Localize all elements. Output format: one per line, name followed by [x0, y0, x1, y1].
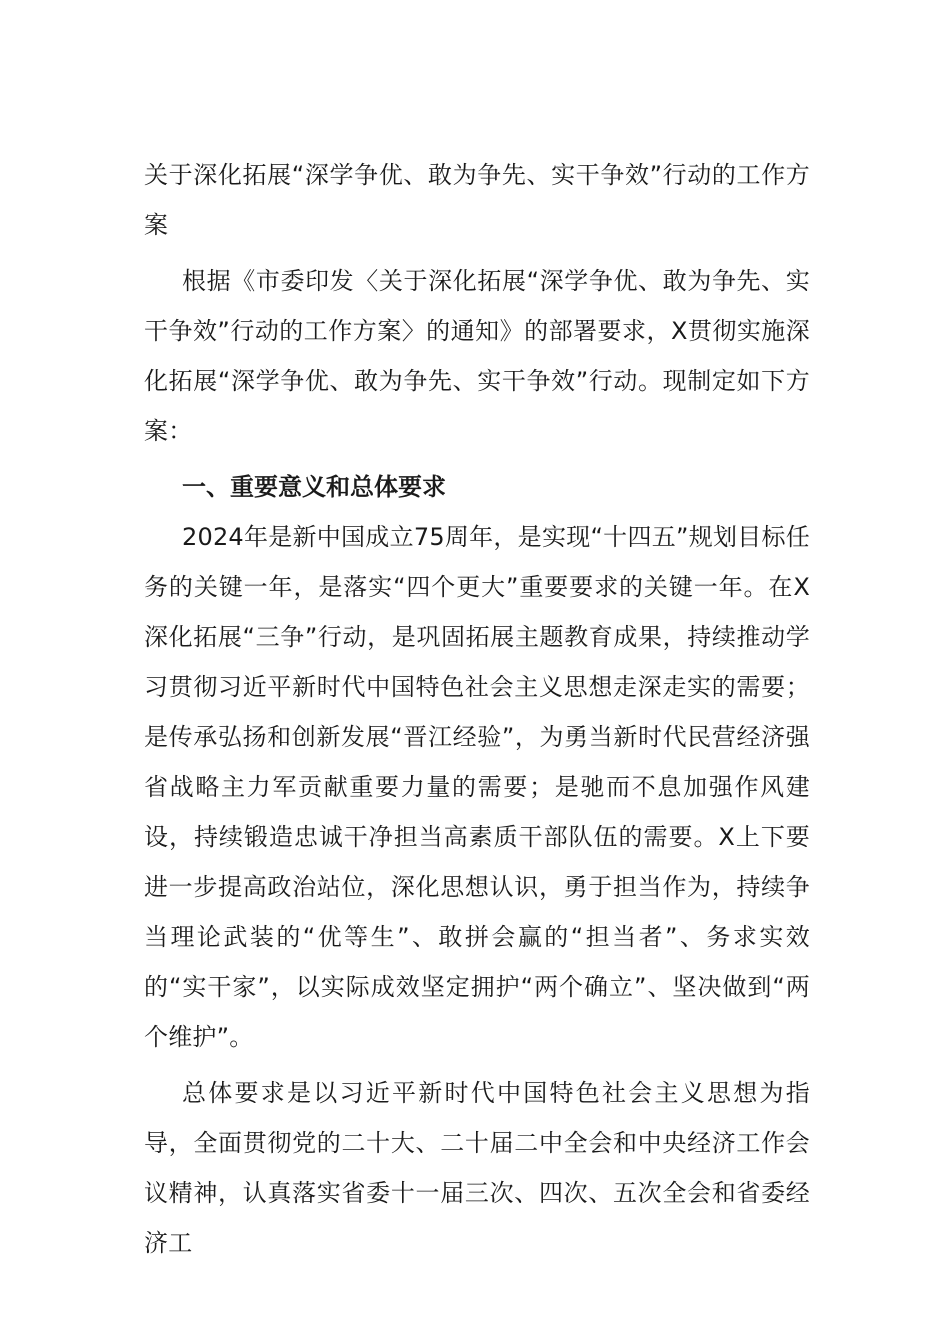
intro-paragraph: 根据《市委印发〈关于深化拓展“深学争优、敢为争先、实干争效”行动的工作方案〉的通知》的部署要求，X贯彻实施深化拓展“深学争优、敢为争先、实干争效”行动。现制定如下方案： [144, 267, 810, 445]
document-title: 关于深化拓展“深学争优、敢为争先、实干争效”行动的工作方案 [144, 161, 810, 239]
document-body [144, 150, 810, 1268]
section-heading-1: 一、重要意义和总体要求 [182, 473, 446, 501]
section1-paragraph-2: 总体要求是以习近平新时代中国特色社会主义思想为指导，全面贯彻党的二十大、二十届二中全会和中央经济工作会议精神，认真落实省委十一届三次、四次、五次全会和省委经济工 [144, 1079, 810, 1257]
section1-paragraph-1: 2024年是新中国成立75周年，是实现“十四五”规划目标任务的关键一年，是落实“四个更大”重要要求的关键一年。在X深化拓展“三争”行动，是巩固拓展主题教育成果，持续推动学习贯彻习近平新时代中国特色社会主义思想走深走实的需要；是传承弘扬和创新发展“晋江经验”，为勇当新时代民营经济强省战略主力军贡献重要力量的需要；是驰而不息加强作风建设，持续锻造忠诚干净担当高素质干部队伍的需要。X上下要进一步提高政治站位，深化思想认识，勇于担当作为，持续争当理论武装的“优等生”、敢拼会赢的“担当者”、务求实效的“实干家”，以实际成效坚定拥护“两个确立”、坚决做到“两个维护”。 [144, 523, 810, 1051]
